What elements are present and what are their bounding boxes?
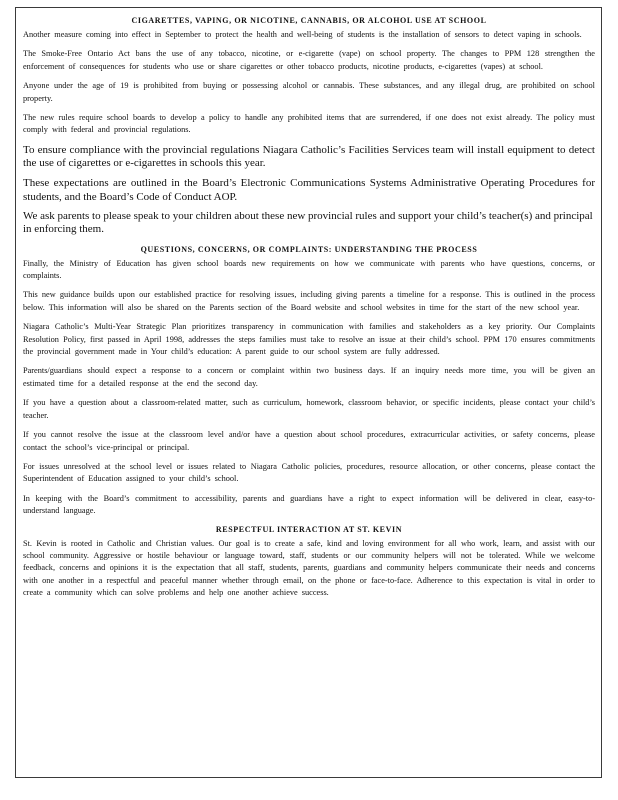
paragraph-ministry-requirements: Finally, the Ministry of Education has given school boards new requirements on how we communicate with parents who have questions, concerns, or complaints. (23, 258, 595, 281)
paragraph-accessibility: In keeping with the Board’s commitment to accessibility, parents and guardians have a right to expect information will be delivered in clear, easy-to-understand language. (23, 493, 595, 516)
paragraph-vaping-sensors: Another measure coming into effect in September to protect the health and well-being of students is the installation of sensors to detect vaping in schools. (23, 30, 582, 39)
paragraph-new-guidance: This new guidance builds upon our established practice for resolving issues, including giving parents a timeline for a response. This is outlined in the process below. This information will also be shared on the Parents section of the Board website and school websites in time for the start of the new school year. (23, 290, 595, 312)
section-heading-complaints: QUESTIONS, CONCERNS, OR COMPLAINTS: UNDERSTANDING THE PROCESS (140, 244, 478, 254)
paragraph-parents-request: We ask parents to please speak to your children about these new provincial rules and support your child’s teacher(s) and principal in enforcing them. (23, 210, 593, 236)
paragraph-response-time: Parents/guardians should expect a response to a concern or complaint within two business days. If an inquiry needs more time, you will be given an estimated time for a detailed response at the end the second day. (23, 366, 595, 388)
paragraph-new-rules: The new rules require school boards to develop a policy to handle any prohibited items that are surrendered, if one does not exist already. The policy must comply with federal and provincial regulations. (23, 113, 595, 135)
paragraph-smoke-free-act: The Smoke-Free Ontario Act bans the use of any tobacco, nicotine, or e-cigarette (vape) on school property. The changes to PPM 128 strengthen the enforcement of consequences for students who use or share cigarettes or other tobacco products, nicotine products, e-cigarettes (vapes) at school. (23, 49, 595, 71)
paragraph-strategic-plan: Niagara Catholic’s Multi-Year Strategic Plan prioritizes transparency in communication with families and stakeholders as a key priority. Our Complaints Resolution Policy, first passed in April 1998, addresses the steps families must take to resolve an issue at their child’s school. PPM 170 ensures commitments the provincial government made in Your child’s education: A parent guide to our school system are fully addressed. (23, 322, 595, 357)
paragraph-expectations: These expectations are outlined in the Board’s Electronic Communications Systems Administrative Operating Procedures for students, and the Board’s Code of Conduct AOP. (23, 177, 595, 203)
paragraph-st-kevin-values: St. Kevin is rooted in Catholic and Christian values. Our goal is to create a safe, kind and loving environment for all who work, learn, and assist with our school community. Aggressive or hostile behaviour or language toward, staff, students or our community helpers will not be tolerated. While we welcome feedback, concerns and opinions it is the expectation that all staff, students, parents, guardians and community helpers communicate their needs and concerns with one another in a respectful and peaceful manner whether through email, on the phone or face-to-face. Adherence to this expectation is vital in order to create a community which can solve problems and help one another achieve success. (23, 538, 595, 598)
paragraph-age-restriction: Anyone under the age of 19 is prohibited from buying or possessing alcohol or cannabis. These substances, and any illegal drug, are prohibited on school property. (23, 81, 595, 103)
newsletter-content (23, 16, 595, 607)
section-heading-respectful-interaction: RESPECTFUL INTERACTION AT ST. KEVIN (215, 524, 403, 534)
paragraph-classroom-matter: If you have a question about a classroom-related matter, such as curriculum, homework, classroom behavior, or specific incidents, please contact your child’s teacher. (23, 398, 595, 420)
section-heading-substance-use: CIGARETTES, VAPING, OR NICOTINE, CANNABIS, OR ALCOHOL USE AT SCHOOL (131, 16, 487, 25)
paragraph-compliance: To ensure compliance with the provincial regulations Niagara Catholic’s Facilities Services team will install equipment to detect the use of cigarettes or e-cigarettes in schools this year. (23, 143, 595, 170)
paragraph-board-level: For issues unresolved at the school level or issues related to Niagara Catholic policies, procedures, resource allocation, or other concerns, please contact the Superintendent of Education assigned to your child’s school. (23, 461, 595, 484)
paragraph-school-level: If you cannot resolve the issue at the classroom level and/or have a question about school procedures, extracurricular activities, or safety concerns, please contact the school’s vice-principal or principal. (23, 430, 595, 452)
newsletter-frame (15, 7, 602, 778)
